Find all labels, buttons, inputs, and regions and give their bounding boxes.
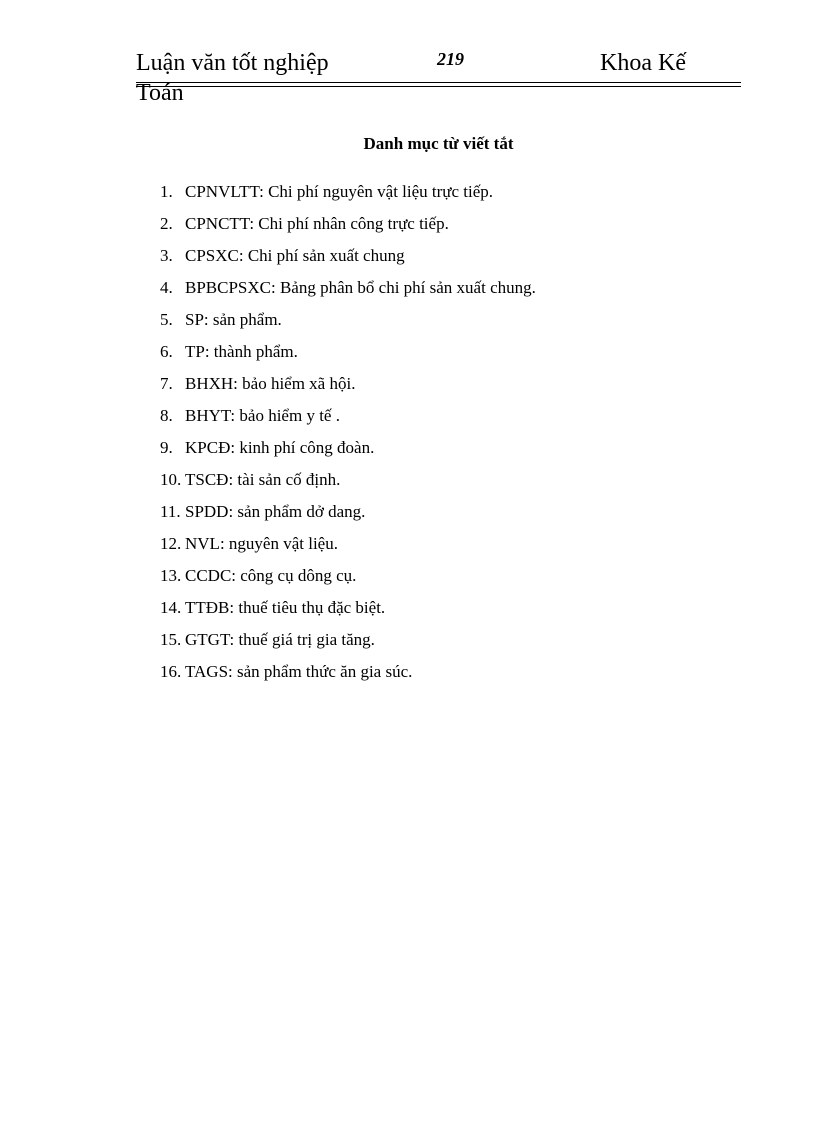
header-right-title: Khoa Kế: [600, 50, 686, 76]
list-item: [160, 274, 680, 306]
abbreviation-list: [160, 178, 680, 690]
list-item-text: GTGT: thuế giá trị gia tăng.: [185, 630, 375, 649]
page-title: Danh mục từ viết tắt: [363, 134, 514, 153]
list-item: [160, 498, 680, 530]
list-item-number: 14.: [160, 598, 182, 617]
list-item: [160, 178, 680, 210]
list-item-text: SP: sản phẩm.: [185, 310, 282, 329]
list-item-text: TP: thành phẩm.: [185, 342, 298, 361]
list-item: [160, 466, 680, 498]
list-item: [160, 562, 680, 594]
list-item-text: BHYT: bảo hiểm y tế .: [185, 406, 340, 425]
header-left-title: Luận văn tốt nghiệp Toán: [136, 50, 329, 106]
list-item-number: 1.: [160, 182, 173, 201]
list-item-number: 15.: [160, 630, 182, 649]
list-item-text: TSCĐ: tài sản cố định.: [185, 470, 341, 489]
list-item-number: 6.: [160, 342, 173, 361]
list-item-text: KPCĐ: kinh phí công đoàn.: [185, 438, 375, 457]
list-item-number: 12.: [160, 534, 182, 553]
list-item-text: CPNVLTT: Chi phí nguyên vật liệu trực tiếp.: [185, 182, 494, 201]
list-item-text: TTĐB: thuế tiêu thụ đặc biệt.: [185, 598, 386, 617]
list-item-number: 2.: [160, 214, 173, 233]
list-item: [160, 402, 680, 434]
header-rule-thick: [136, 82, 741, 83]
list-item: [160, 594, 680, 626]
list-item-number: 5.: [160, 310, 173, 329]
list-item-number: 9.: [160, 438, 173, 457]
header-page-number: 219: [437, 49, 464, 69]
list-item: [160, 434, 680, 466]
list-item-number: 8.: [160, 406, 173, 425]
list-item-number: 10.: [160, 470, 182, 489]
list-item-text: BPBCPSXC: Bảng phân bổ chi phí sản xuất chung.: [185, 278, 536, 297]
list-item-number: 16.: [160, 662, 182, 681]
list-item: [160, 242, 680, 274]
list-item-text: NVL: nguyên vật liệu.: [185, 534, 338, 553]
list-item-text: SPDD: sản phẩm dở dang.: [185, 502, 366, 521]
list-item-number: 11.: [160, 502, 181, 521]
list-item-text: TAGS: sản phẩm thức ăn gia súc.: [185, 662, 413, 681]
list-item: [160, 658, 680, 690]
list-item-number: 7.: [160, 374, 173, 393]
list-item: [160, 306, 680, 338]
list-item-number: 3.: [160, 246, 173, 265]
list-item: [160, 626, 680, 658]
list-item-text: CCDC: công cụ dông cụ.: [185, 566, 357, 585]
list-item: [160, 530, 680, 562]
list-item: [160, 338, 680, 370]
header-rule-thin: [136, 86, 741, 87]
list-item-number: 4.: [160, 278, 173, 297]
list-item-text: CPSXC: Chi phí sản xuất chung: [185, 246, 405, 265]
list-item-text: BHXH: bảo hiểm xã hội.: [185, 374, 356, 393]
list-item-number: 13.: [160, 566, 182, 585]
list-item: [160, 210, 680, 242]
list-item: [160, 370, 680, 402]
list-item-text: CPNCTT: Chi phí nhân công trực tiếp.: [185, 214, 449, 233]
